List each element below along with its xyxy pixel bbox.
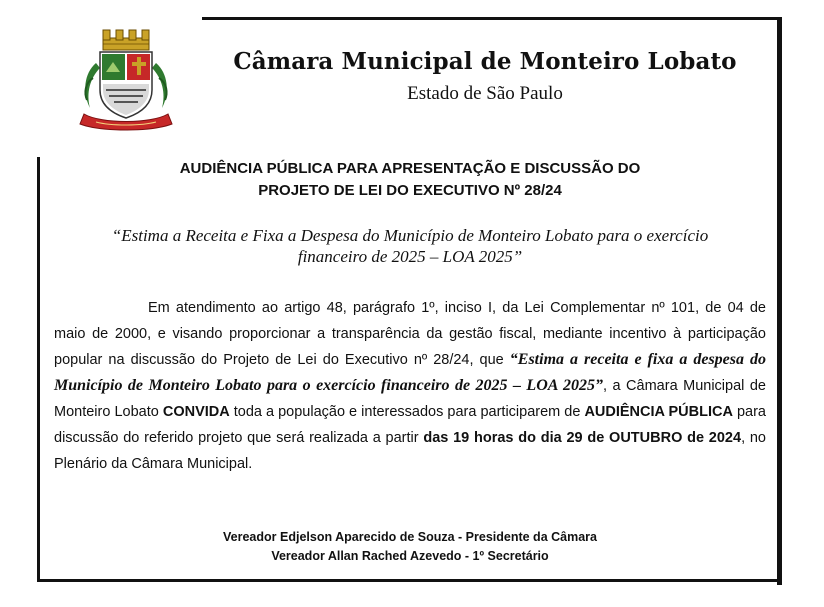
coat-of-arms-icon [76,28,176,136]
frame-left-line [37,157,40,582]
body-part-4: para discussão do referido projeto que será realizada a partir [54,404,766,446]
frame-top-line [202,17,780,20]
heading-line-1: AUDIÊNCIA PÚBLICA PARA APRESENTAÇÃO E DISCUSSÃO DO [179,160,641,177]
frame-bottom-line [37,579,782,582]
body-part-5: , no Plenário da Câmara Municipal. [54,430,766,472]
page-subtitle: Estado de São Paulo [407,83,563,104]
signatures [110,528,710,566]
body-part-1: Em atendimento ao artigo 48, parágrafo 1º, inciso I, da Lei Complementar nº 101, de 04 de maio de 2000, e visando proporcionar a transparência da gestão fiscal, mediante incentivo à participação popular na discussão do Projeto de Lei do Executivo nº 28/24, que [54,300,766,368]
body-italic-quote: “Estima a receita e fixa a despesa do Município de Monteiro Lobato para o exercício financeiro de 2025 – LOA 2025” [54,351,766,394]
quote-line-1: “Estima a Receita e Fixa a Despesa do Município de Monteiro Lobato para o exercício [111,226,709,245]
quote-line-2: financeiro de 2025 – LOA 2025” [297,247,523,266]
body-datetime: das 19 horas do dia 29 de OUTUBRO de 2024 [423,430,742,446]
notice-body [54,295,766,477]
heading-line-2: PROJETO DE LEI DO EXECUTIVO Nº 28/24 [258,182,562,199]
page-title: Câmara Municipal de Monteiro Lobato [233,48,737,75]
signature-secretary: Vereador Allan Rached Azevedo - 1º Secretário [271,549,549,563]
bill-quote [70,225,750,267]
body-convida: CONVIDA [162,404,230,420]
frame-right-line [777,17,782,585]
body-audiencia: AUDIÊNCIA PÚBLICA [584,404,733,420]
signature-president: Vereador Edjelson Aparecido de Souza - Presidente da Câmara [223,530,597,544]
body-part-3: toda a população e interessados para participarem de [229,404,585,420]
notice-heading [110,158,710,202]
body-part-2: , a Câmara Municipal de Monteiro Lobato [54,378,766,420]
